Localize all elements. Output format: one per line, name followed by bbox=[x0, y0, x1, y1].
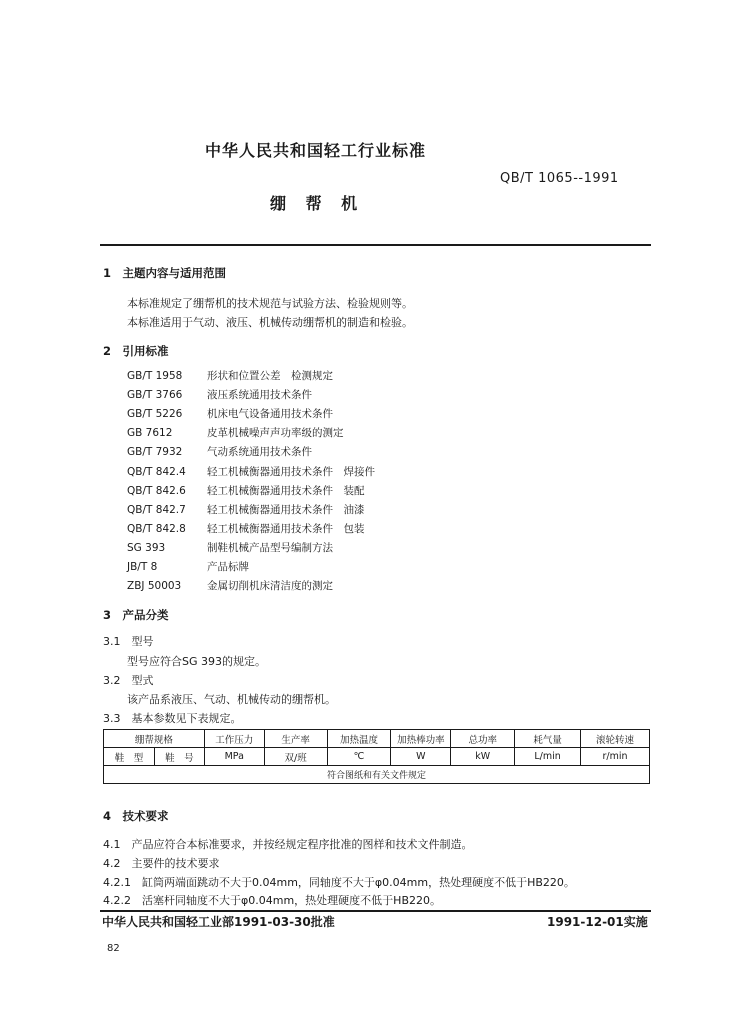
col-unit: ℃ bbox=[327, 748, 391, 766]
section-4-1: 4.1 产品应符合本标准要求，并按经规定程序批准的图样和技术文件制造。 bbox=[103, 838, 473, 851]
reference-code: QB/T 842.7 bbox=[127, 504, 186, 516]
issuer-line: 中华人民共和国轻工业部1991-03-30批准 bbox=[102, 915, 335, 929]
col-name: 加热温度 bbox=[327, 730, 391, 748]
reference-title: 产品标牌 bbox=[207, 561, 249, 573]
reference-title: 轻工机械衡器通用技术条件 包装 bbox=[207, 523, 365, 535]
col-name: 总功率 bbox=[451, 730, 515, 748]
col-unit: MPa bbox=[204, 748, 264, 766]
reference-code: GB/T 5226 bbox=[127, 408, 183, 420]
org-title: 中华人民共和国轻工行业标准 bbox=[205, 141, 427, 160]
footer-rule bbox=[100, 910, 651, 912]
reference-title: 金属切削机床清洁度的测定 bbox=[207, 580, 333, 592]
parameter-table bbox=[103, 729, 650, 784]
reference-item bbox=[127, 406, 333, 421]
section-3-1-text: 型号应符合SG 393的规定。 bbox=[127, 655, 266, 668]
section-3-heading: 3 产品分类 bbox=[103, 608, 169, 622]
reference-item bbox=[127, 387, 312, 402]
reference-title: 形状和位置公差 检测规定 bbox=[207, 370, 333, 382]
section-1-paragraph-1: 本标准规定了绷帮机的技术规范与试验方法、检验规则等。 bbox=[127, 297, 413, 310]
col-unit: r/min bbox=[581, 748, 650, 766]
col-unit: W bbox=[391, 748, 451, 766]
reference-code: GB/T 3766 bbox=[127, 389, 183, 401]
section-3-3-heading: 3.3 基本参数见下表规定。 bbox=[103, 712, 242, 725]
section-1-heading: 1 主题内容与适用范围 bbox=[103, 266, 227, 280]
reference-title: 皮革机械噪声声功率级的测定 bbox=[207, 427, 344, 439]
section-4-heading: 4 技术要求 bbox=[103, 809, 169, 823]
reference-code: JB/T 8 bbox=[127, 561, 158, 573]
section-3-2-text: 该产品系液压、气动、机械传动的绷帮机。 bbox=[127, 693, 336, 706]
section-2-heading: 2 引用标准 bbox=[103, 344, 169, 358]
col-unit: L/min bbox=[515, 748, 581, 766]
reference-code: ZBJ 50003 bbox=[127, 580, 182, 592]
reference-item bbox=[127, 483, 365, 498]
standard-code: QB/T 1065--1991 bbox=[500, 171, 619, 186]
section-1-paragraph-2: 本标准适用于气动、液压、机械传动绷帮机的制造和检验。 bbox=[127, 316, 413, 329]
reference-item bbox=[127, 502, 365, 517]
reference-title: 轻工机械衡器通用技术条件 油漆 bbox=[207, 504, 365, 516]
reference-code: QB/T 842.4 bbox=[127, 466, 186, 478]
col-name: 工作压力 bbox=[204, 730, 264, 748]
section-4-2-2: 4.2.2 活塞杆同轴度不大于φ0.04mm，热处理硬度不低于HB220。 bbox=[103, 894, 441, 907]
reference-item bbox=[127, 521, 365, 536]
effective-date: 1991-12-01实施 bbox=[547, 915, 648, 929]
section-4-2-1: 4.2.1 缸筒两端面跳动不大于0.04mm，同轴度不大于φ0.04mm，热处理硬度不低于HB220。 bbox=[103, 876, 575, 889]
reference-code: QB/T 842.8 bbox=[127, 523, 186, 535]
reference-code: QB/T 842.6 bbox=[127, 485, 186, 497]
document-title: 绷 帮 机 bbox=[270, 194, 358, 213]
reference-item bbox=[127, 559, 249, 574]
col-name: 滚轮转速 bbox=[581, 730, 650, 748]
spec-sub-cell: 鞋 号 bbox=[154, 748, 204, 766]
reference-item bbox=[127, 368, 333, 383]
col-name: 加热棒功率 bbox=[391, 730, 451, 748]
reference-title: 液压系统通用技术条件 bbox=[207, 389, 312, 401]
page-number: 82 bbox=[107, 943, 120, 954]
table-note-cell: 符合图纸和有关文件规定 bbox=[104, 766, 650, 784]
section-4-2: 4.2 主要件的技术要求 bbox=[103, 857, 220, 870]
reference-title: 轻工机械衡器通用技术条件 焊接件 bbox=[207, 466, 375, 478]
reference-title: 轻工机械衡器通用技术条件 装配 bbox=[207, 485, 365, 497]
reference-title: 气动系统通用技术条件 bbox=[207, 446, 312, 458]
reference-item bbox=[127, 444, 312, 459]
section-3-2-heading: 3.2 型式 bbox=[103, 674, 154, 687]
col-unit: 双/班 bbox=[264, 748, 327, 766]
reference-code: SG 393 bbox=[127, 542, 166, 554]
spec-sub-cell: 鞋 型 bbox=[104, 748, 155, 766]
col-name: 耗气量 bbox=[515, 730, 581, 748]
reference-code: GB/T 7932 bbox=[127, 446, 183, 458]
reference-title: 制鞋机械产品型号编制方法 bbox=[207, 542, 333, 554]
header-rule bbox=[100, 244, 651, 246]
section-3-1-heading: 3.1 型号 bbox=[103, 635, 154, 648]
spec-header-cell: 绷帮规格 bbox=[104, 730, 205, 748]
reference-title: 机床电气设备通用技术条件 bbox=[207, 408, 333, 420]
reference-item bbox=[127, 578, 333, 593]
reference-item bbox=[127, 425, 344, 440]
col-unit: kW bbox=[451, 748, 515, 766]
reference-item bbox=[127, 464, 375, 479]
reference-item bbox=[127, 540, 333, 555]
col-name: 生产率 bbox=[264, 730, 327, 748]
reference-code: GB/T 1958 bbox=[127, 370, 183, 382]
reference-code: GB 7612 bbox=[127, 427, 173, 439]
